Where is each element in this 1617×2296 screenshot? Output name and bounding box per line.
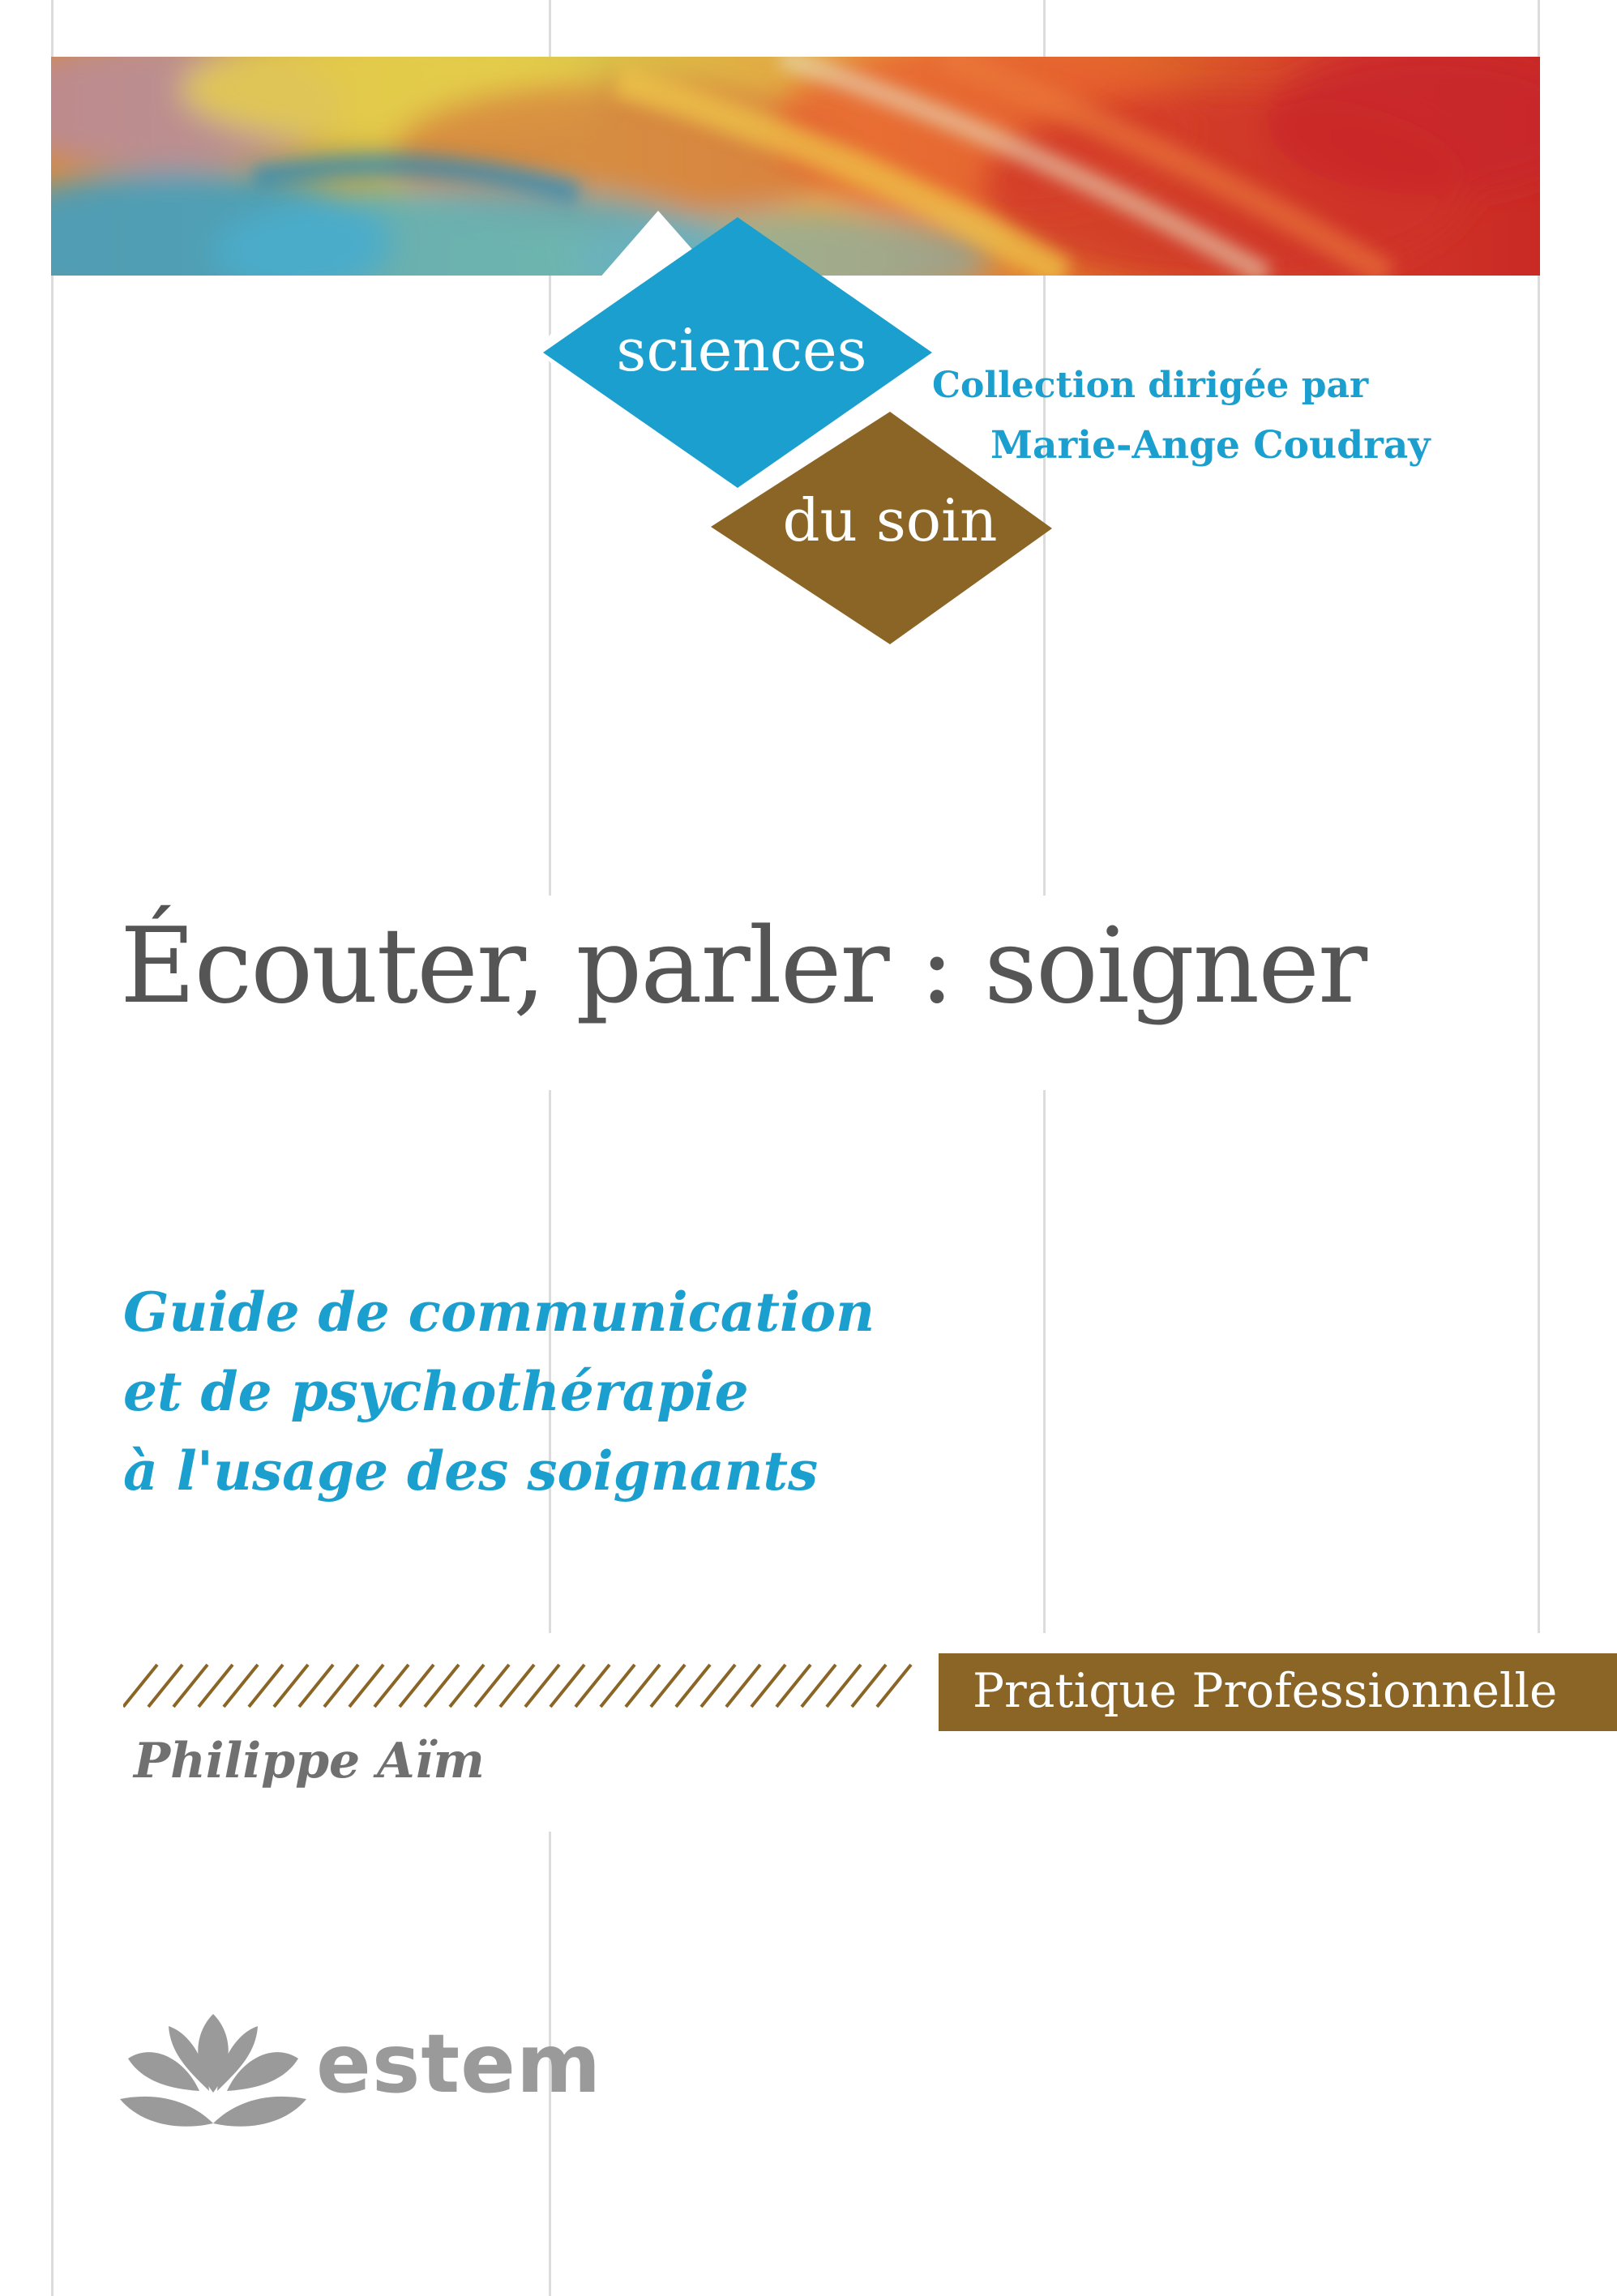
diamond-shapes-icon [539,211,1058,648]
guide-line [1043,1090,1046,1633]
subtitle-line: et de psychothérapie [123,1360,749,1423]
series-label: Pratique Professionnelle [973,1663,1558,1718]
book-title: Écouter, parler : soigner [120,906,1367,1027]
collection-credit: Collection dirigée par [932,365,1369,406]
collection-logo-word-sciences: sciences [616,316,867,384]
hatch-divider [123,1661,922,1710]
guide-line [51,0,53,2296]
subtitle-line: à l'usage des soignants [123,1439,819,1503]
collection-logo [539,211,1058,648]
author-name: Philippe Aïm [134,1733,485,1789]
lotus-leaves-icon [120,2010,306,2140]
series-tag [939,1653,1617,1731]
collection-director: Marie-Ange Coudray [990,423,1431,468]
publisher-logo [120,2010,602,2140]
subtitle-line: Guide de communication [123,1281,875,1344]
publisher-name: estem [316,2016,602,2111]
collection-logo-word-du-soin: du soin [782,486,998,554]
